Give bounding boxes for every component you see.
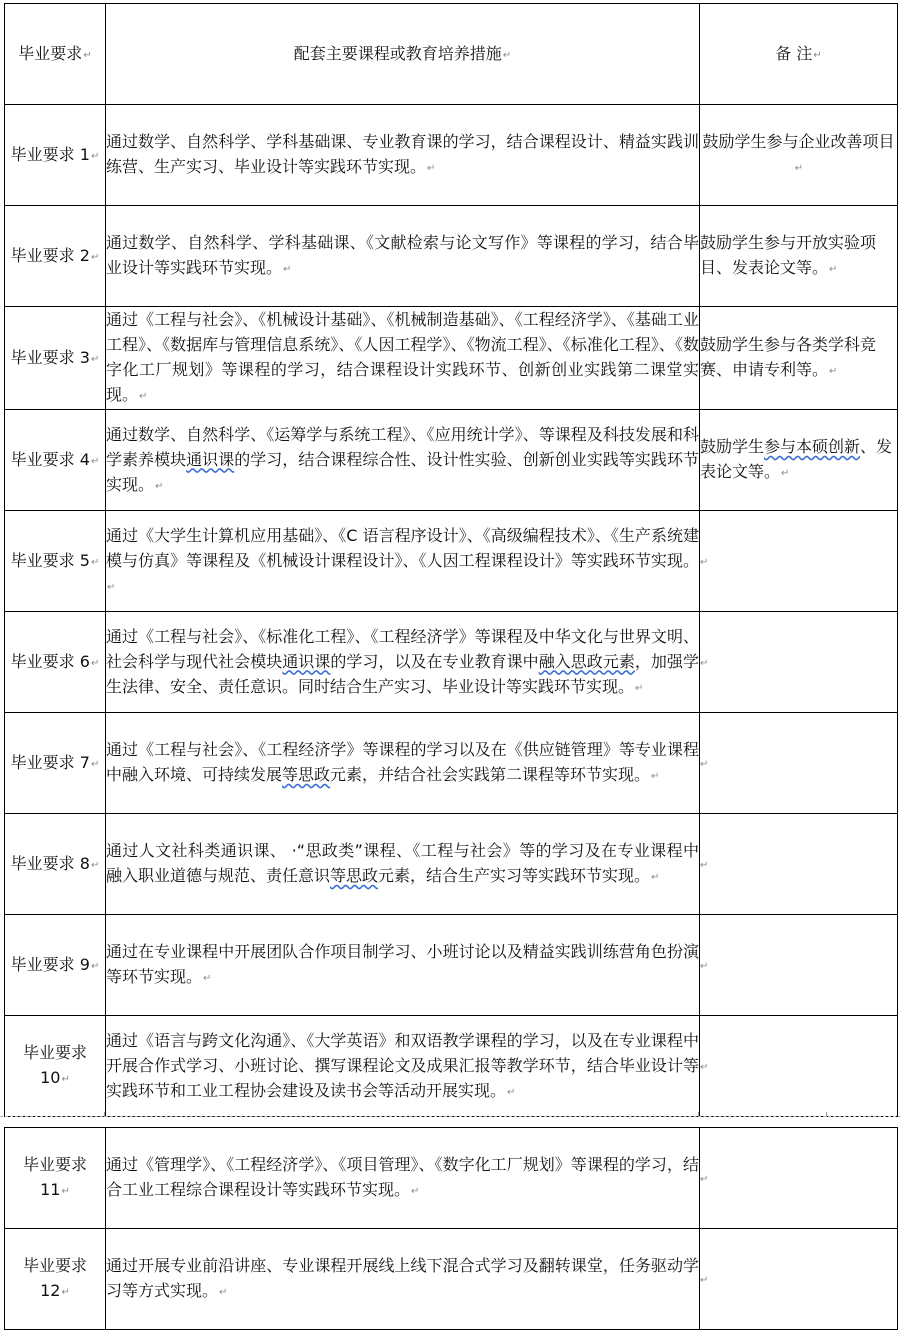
column-marker	[826, 1112, 827, 1117]
note-cell: 鼓励学生参与各类学科竞赛、申请专利等。↵	[700, 307, 898, 410]
table-row	[5, 105, 898, 206]
spellcheck-underline: 通识课	[282, 651, 331, 671]
table-row	[5, 511, 898, 612]
note-cell: ↵	[700, 1016, 898, 1117]
requirement-label: 毕业要求 12↵	[5, 1229, 106, 1330]
table-row	[5, 1128, 898, 1229]
spellcheck-underline: 通识课	[186, 449, 235, 469]
note-cell: ↵	[700, 1128, 898, 1229]
column-marker	[104, 1112, 105, 1117]
table-row	[5, 713, 898, 814]
table-row	[5, 206, 898, 307]
requirement-label: 毕业要求 9↵	[5, 915, 106, 1016]
measures-cell: 通过数学、自然科学、《运筹学与系统工程》、《应用统计学》、等课程及科技发展和科学素养模块通识课的学习，结合课程综合性、设计性实验、创新创业实践等实践环节实现。↵	[106, 410, 700, 511]
table-row	[5, 410, 898, 511]
requirement-label: 毕业要求 10↵	[5, 1016, 106, 1117]
table-row	[5, 307, 898, 410]
table-header-row	[5, 4, 898, 105]
header-notes: 备 注↵	[700, 4, 898, 105]
requirement-label: 毕业要求 8↵	[5, 814, 106, 915]
measures-cell: 通过《语言与跨文化沟通》、《大学英语》和双语教学课程的学习，以及在专业课程中开展合作式学习、小班讨论、撰写课程论文及成果汇报等教学环节，结合毕业设计等实践环节和工业工程协会建设及读书会等活动开展实现。↵	[106, 1016, 700, 1117]
spellcheck-underline: 等思政	[282, 765, 331, 784]
page-break-line	[0, 1116, 901, 1118]
measures-cell: 通过《工程与社会》、《标准化工程》、《工程经济学》等课程及中华文化与世界文明、社会科学与现代社会模块通识课的学习，以及在专业教育课中融入思政元素，加强学生法律、安全、责任意识。同时结合生产实习、毕业设计等实践环节实现。↵	[106, 612, 700, 713]
requirement-label: 毕业要求 3↵	[5, 307, 106, 410]
measures-cell: 通过数学、自然科学、学科基础课、《文献检索与论文写作》等课程的学习，结合毕业设计等实践环节实现。↵	[106, 206, 700, 307]
spellcheck-underline: 融入思政元素	[538, 651, 635, 671]
spellcheck-underline: 等思政	[330, 866, 379, 885]
note-cell: ↵	[700, 915, 898, 1016]
requirement-label: 毕业要求 6↵	[5, 612, 106, 713]
note-cell: 鼓励学生参与企业改善项目↵	[700, 105, 898, 206]
header-measures: 配套主要课程或教育培养措施↵	[106, 4, 700, 105]
note-cell: ↵	[700, 814, 898, 915]
measures-cell: 通过人文社科类通识课、 ·“思政类”课程、《工程与社会》等的学习及在专业课程中融入职业道德与规范、责任意识等思政元素，结合生产实习等实践环节实现。↵	[106, 814, 700, 915]
requirement-label: 毕业要求 4↵	[5, 410, 106, 511]
note-cell: ↵	[700, 612, 898, 713]
requirement-label: 毕业要求 7↵	[5, 713, 106, 814]
measures-cell: 通过《管理学》、《工程经济学》、《项目管理》、《数字化工厂规划》等课程的学习，结合工业工程综合课程设计等实践环节实现。↵	[106, 1128, 700, 1229]
measures-cell: 通过《大学生计算机应用基础》、《C 语言程序设计》、《高级编程技术》、《生产系统建模与仿真》等课程及《机械设计课程设计》、《人因工程课程设计》等实践环节实现。↵	[106, 511, 700, 612]
note-cell: ↵	[700, 1229, 898, 1330]
requirements-table-continued	[4, 1127, 898, 1330]
measures-cell: 通过数学、自然科学、学科基础课、专业教育课的学习，结合课程设计、精益实践训练营、生产实习、毕业设计等实践环节实现。↵	[106, 105, 700, 206]
table-row	[5, 915, 898, 1016]
note-cell: 鼓励学生参与开放实验项目、发表论文等。↵	[700, 206, 898, 307]
table-row	[5, 1229, 898, 1330]
requirement-label: 毕业要求 11↵	[5, 1128, 106, 1229]
header-requirement: 毕业要求↵	[5, 4, 106, 105]
note-cell: 鼓励学生参与本硕创新、发表论文等。↵	[700, 410, 898, 511]
requirement-label: 毕业要求 2↵	[5, 206, 106, 307]
requirements-table	[4, 3, 898, 1117]
requirement-label: 毕业要求 1↵	[5, 105, 106, 206]
note-cell: ↵	[700, 511, 898, 612]
note-cell: ↵	[700, 713, 898, 814]
table-row	[5, 814, 898, 915]
measures-cell: 通过《工程与社会》、《机械设计基础》、《机械制造基础》、《工程经济学》、《基础工业工程》、《数据库与管理信息系统》、《人因工程学》、《物流工程》、《标准化工程》、《数字化工厂规划》等课程的学习，结合课程设计实践环节、创新创业实践第二课堂实现。↵	[106, 307, 700, 410]
requirement-label: 毕业要求 5↵	[5, 511, 106, 612]
spellcheck-underline: 参与本硕创新	[764, 437, 861, 456]
measures-cell: 通过《工程与社会》、《工程经济学》等课程的学习以及在《供应链管理》等专业课程中融入环境、可持续发展等思政元素，并结合社会实践第二课程等环节实现。↵	[106, 713, 700, 814]
table-row	[5, 1016, 898, 1117]
column-marker	[698, 1112, 699, 1117]
measures-cell: 通过开展专业前沿讲座、专业课程开展线上线下混合式学习及翻转课堂，任务驱动学习等方式实现。↵	[106, 1229, 700, 1330]
measures-cell: 通过在专业课程中开展团队合作项目制学习、小班讨论以及精益实践训练营角色扮演等环节实现。↵	[106, 915, 700, 1016]
table-row	[5, 612, 898, 713]
